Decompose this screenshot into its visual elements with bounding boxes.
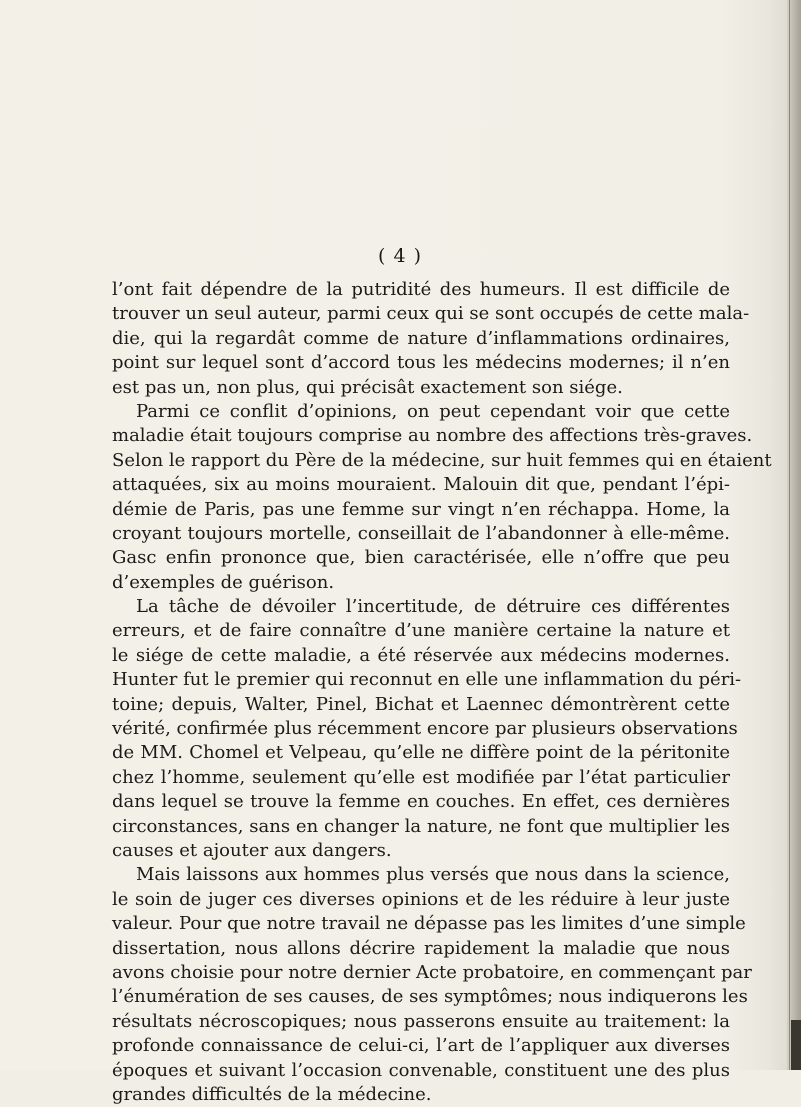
text-line: Mais laissons aux hommes plus versés que nous dans la science,: [136, 864, 730, 886]
corner-mark: [791, 1020, 801, 1070]
text-line: est pas un, non plus, qui précisât exactement son siége.: [112, 376, 623, 398]
text-line: avons choisie pour notre dernier Acte probatoire, en commençant par: [112, 961, 752, 983]
text-line: valeur. Pour que notre travail ne dépasse pas les limites d’une simple: [112, 913, 746, 935]
text-line: croyant toujours mortelle, conseillait de l’abandonner à elle-même.: [112, 522, 730, 544]
text-line: d’exemples de guérison.: [112, 571, 335, 593]
text-line: l’ont fait dépendre de la putridité des humeurs. Il est difficile de: [112, 279, 730, 300]
page-number: ( 4 ): [378, 245, 422, 267]
text-line: attaquées, six au moins mouraient. Malouin dit que, pendant l’épi-: [112, 474, 730, 496]
text-line: grandes difficultés de la médecine.: [112, 1083, 432, 1105]
body-text: [112, 278, 772, 1107]
text-line: résultats nécroscopiques; nous passerons ensuite au traitement: la: [112, 1010, 730, 1032]
text-line: die, qui la regardât comme de nature d’inflammations ordinaires,: [112, 327, 730, 349]
page-edge-line: [789, 0, 790, 1070]
text-line: de MM. Chomel et Velpeau, qu’elle ne diffère point de la péritonite: [112, 742, 730, 764]
text-line: Gasc enfin prononce que, bien caractérisée, elle n’offre que peu: [112, 547, 730, 569]
text-line: toine; depuis, Walter, Pinel, Bichat et Laennec démontrèrent cette: [112, 693, 730, 715]
text-line: erreurs, et de faire connaître d’une manière certaine la nature et: [112, 620, 730, 642]
text-line: chez l’homme, seulement qu’elle est modifiée par l’état particulier: [112, 766, 730, 788]
text-line: point sur lequel sont d’accord tous les médecins modernes; il n’en: [112, 352, 730, 374]
text-line: Hunter fut le premier qui reconnut en elle une inflammation du péri-: [112, 669, 742, 691]
text-line: vérité, confirmée plus récemment encore par plusieurs observations: [112, 718, 738, 740]
text-line: l’énumération de ses causes, de ses symptômes; nous indiquerons les: [112, 986, 748, 1008]
text-line: Selon le rapport du Père de la médecine, sur huit femmes qui en étaient: [112, 449, 772, 471]
text-line: dissertation, nous allons décrire rapidement la maladie que nous: [112, 937, 730, 959]
text-line: causes et ajouter aux dangers.: [112, 839, 392, 861]
text-line: maladie était toujours comprise au nombre des affections très-graves.: [112, 425, 753, 447]
text-line: profonde connaissance de celui-ci, l’art de l’appliquer aux diverses: [112, 1035, 730, 1057]
text-line: Parmi ce conflit d’opinions, on peut cependant voir que cette: [136, 400, 730, 422]
text-line: le siége de cette maladie, a été réservée aux médecins modernes.: [112, 644, 730, 666]
text-line: trouver un seul auteur, parmi ceux qui se sont occupés de cette mala-: [112, 303, 750, 325]
text-line: circonstances, sans en changer la nature, ne font que multiplier les: [112, 815, 730, 837]
text-line: démie de Paris, pas une femme sur vingt n’en réchappa. Home, la: [112, 498, 730, 520]
text-line: La tâche de dévoiler l’incertitude, de détruire ces différentes: [136, 596, 730, 618]
text-line: dans lequel se trouve la femme en couches. En effet, ces dernières: [112, 791, 730, 813]
text-line: époques et suivant l’occasion convenable, constituent une des plus: [112, 1059, 730, 1081]
text-line: le soin de juger ces diverses opinions et de les réduire à leur juste: [112, 888, 730, 910]
